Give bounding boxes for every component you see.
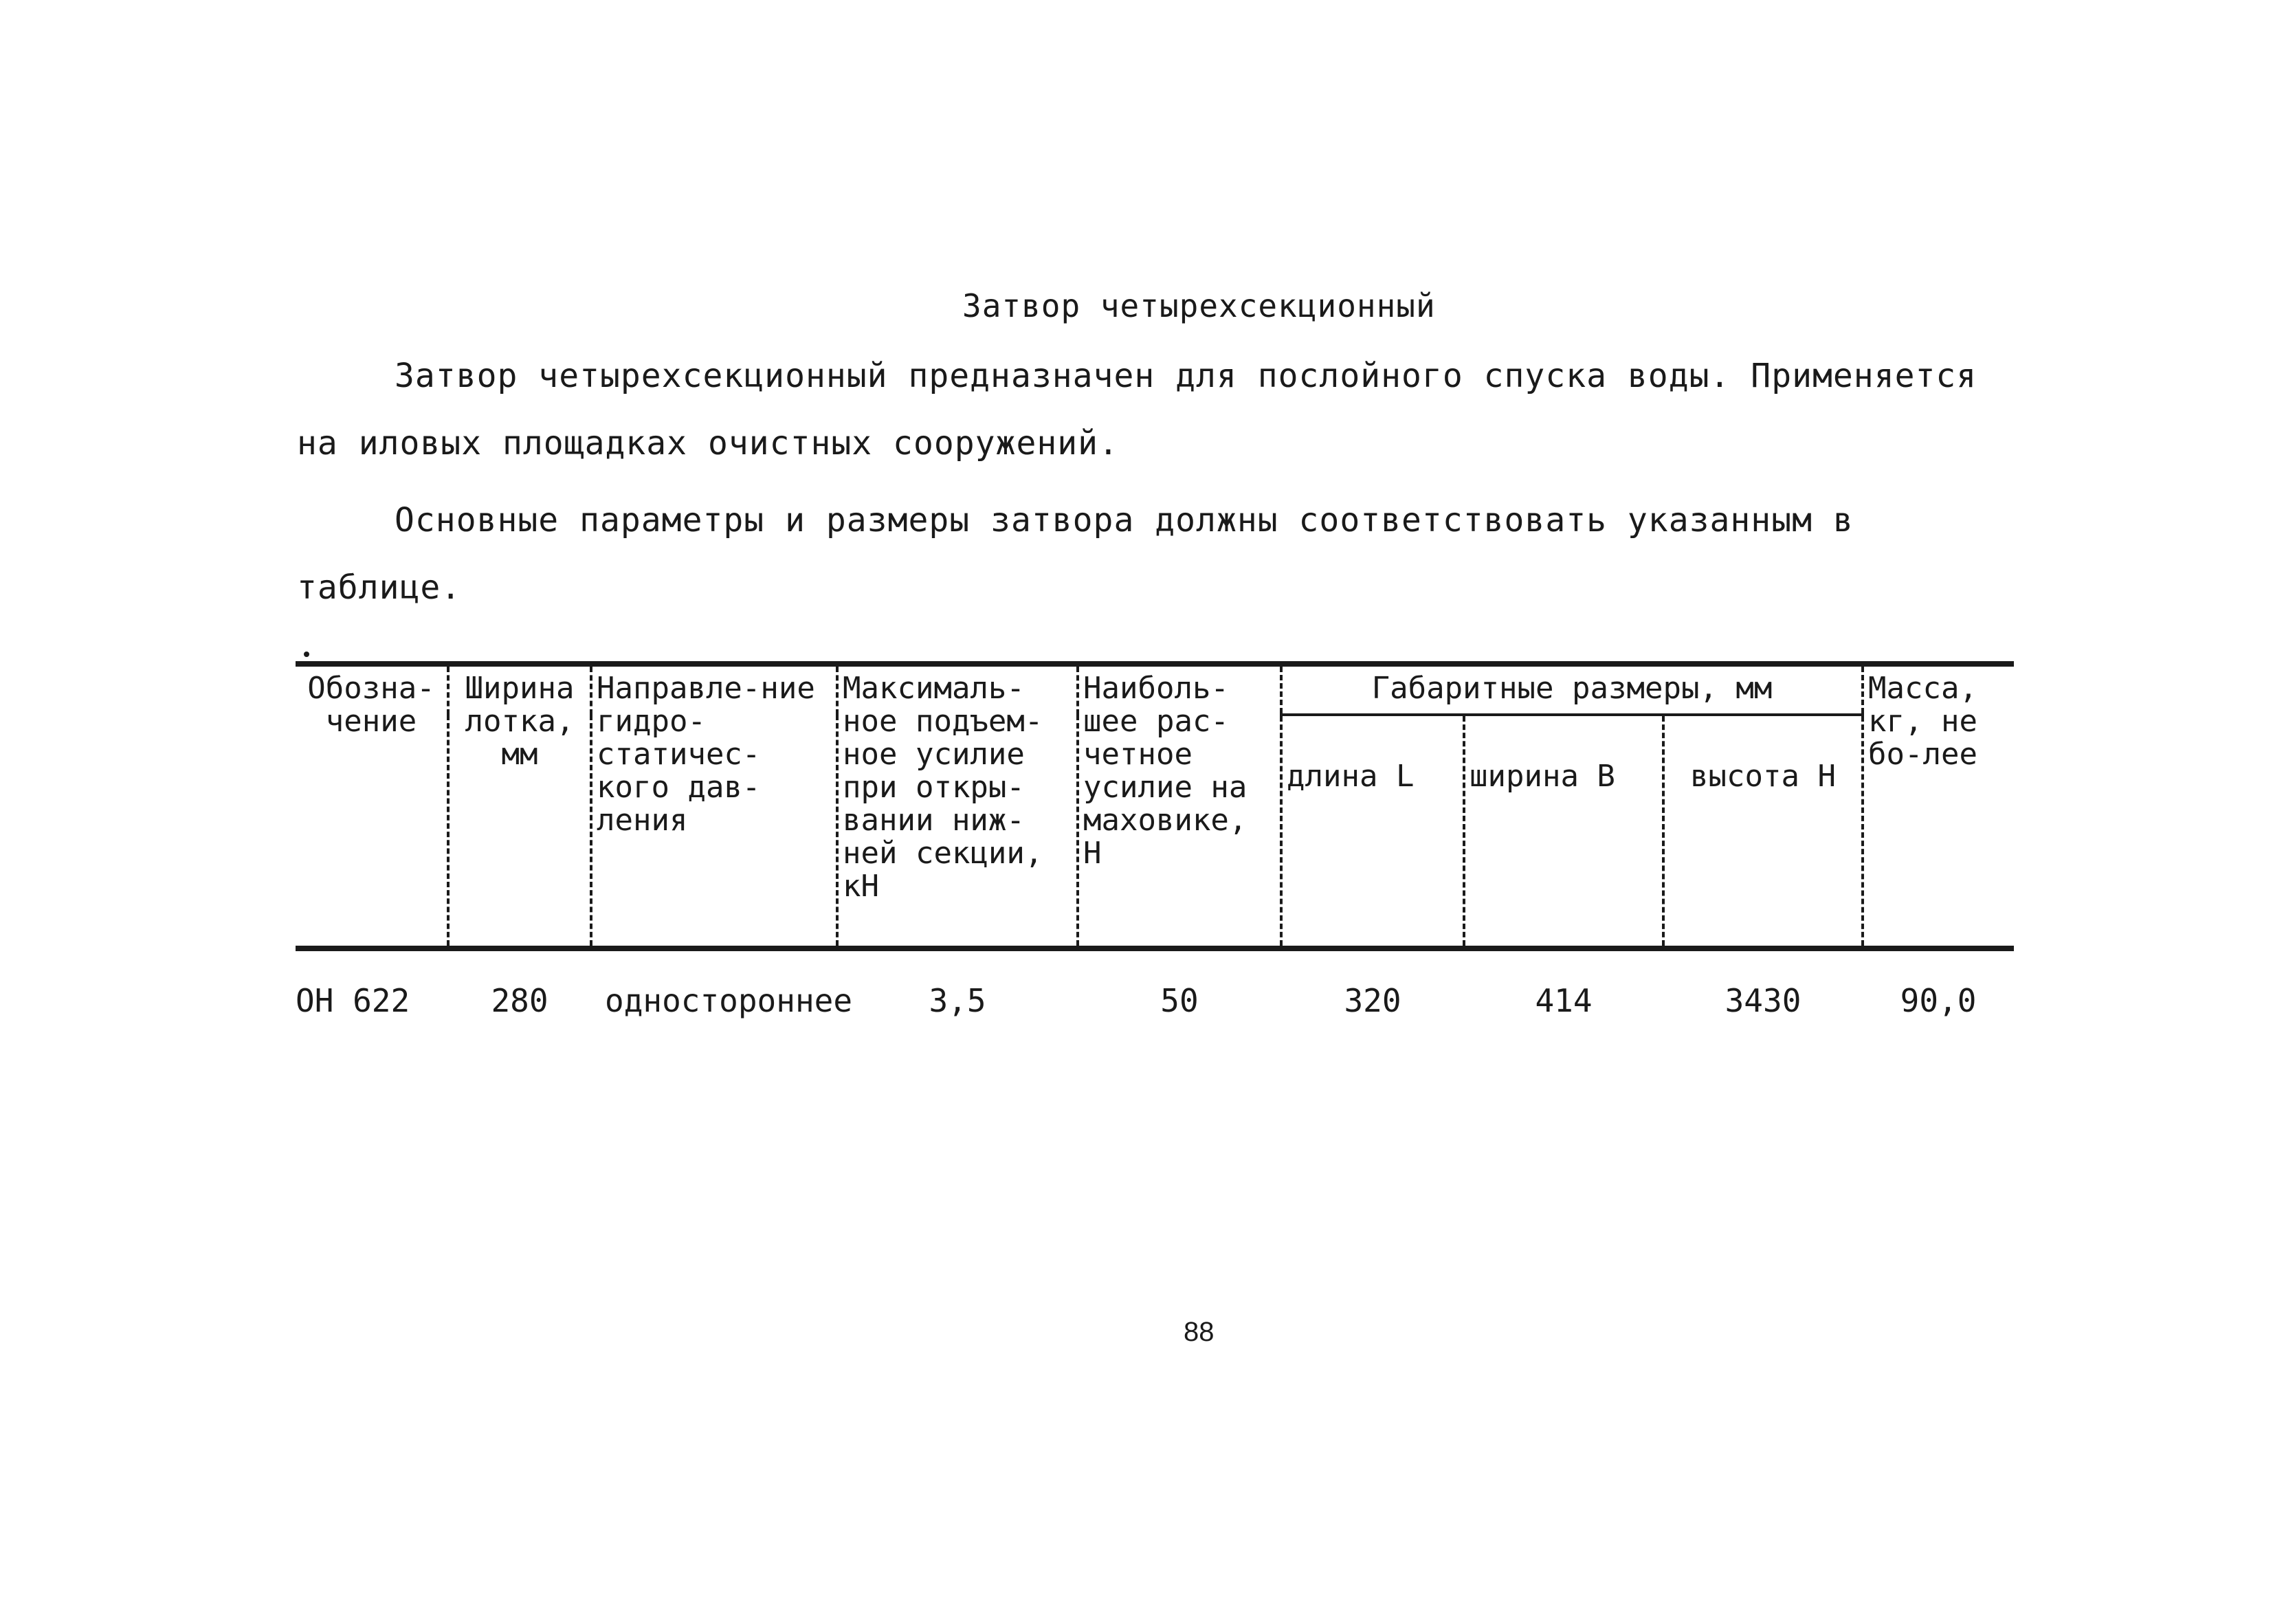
header-designation: Обозна-чение — [307, 671, 435, 739]
header-max-lift-force: Максималь-ное подъем-ное усилие при откры-вании ниж-ней секции, кН — [837, 664, 1078, 948]
header-overall-dimensions: Габаритные размеры, мм — [1281, 664, 1863, 715]
document-title: Затвор четырехсекционный — [962, 287, 1436, 324]
header-tray-width: Ширина лотка, мм — [448, 664, 591, 948]
header-length: длина L — [1281, 715, 1464, 948]
cell-max-design-force: 50 — [1160, 982, 1199, 1019]
cell-length: 320 — [1344, 982, 1401, 1019]
paragraph-parameters-text: Основные параметры и размеры затвора должны соответствовать указанным в таблице. — [297, 501, 1854, 607]
cell-max-lift-force: 3,5 — [929, 982, 986, 1019]
cell-pressure-direction: одностороннее — [605, 982, 853, 1019]
header-pressure-direction: Направле-ние гидро-статичес-кого дав-ления — [591, 664, 837, 948]
table-header — [296, 664, 2014, 948]
cell-height: 3430 — [1725, 982, 1801, 1019]
header-width: ширина B — [1464, 715, 1663, 948]
header-max-design-force: Наиболь-шее рас-четное усилие на маховике, Н — [1078, 664, 1281, 948]
paragraph-description — [297, 342, 1988, 477]
parameters-table — [296, 661, 2014, 1017]
page-number: 88 — [1184, 1317, 1215, 1347]
table-body — [296, 948, 2014, 1017]
paragraph-parameters — [297, 487, 1988, 621]
scan-dot — [304, 652, 309, 657]
header-mass: Масса, кг, не бо-лее — [1863, 664, 2014, 948]
cell-width: 414 — [1535, 982, 1593, 1019]
cell-designation: ОН 622 — [296, 982, 410, 1019]
cell-mass: 90,0 — [1900, 982, 1977, 1019]
paragraph-description-text: Затвор четырехсекционный предназначен для послойного спуска воды. Применяется на иловых площадках очистных сооружений. — [297, 357, 1977, 463]
parameters-table-wrap — [296, 661, 2014, 1017]
cell-tray-width: 280 — [491, 982, 548, 1019]
header-height: высота H — [1663, 715, 1863, 948]
table-row — [296, 948, 2014, 1017]
